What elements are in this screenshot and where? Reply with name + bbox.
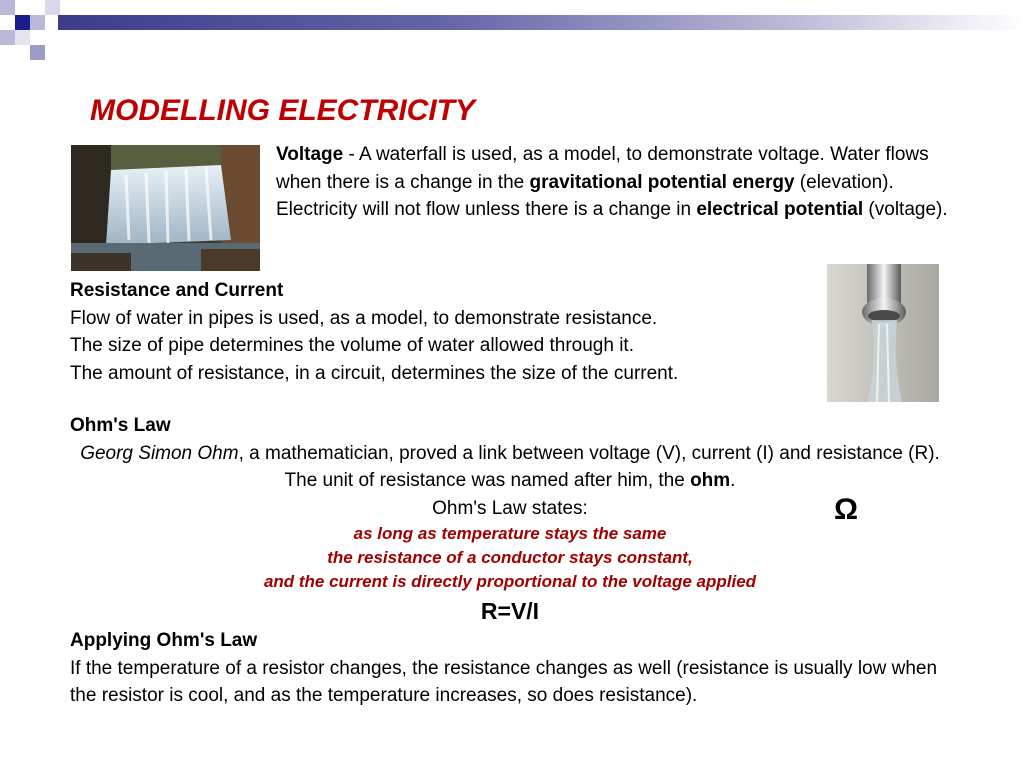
ohm-rule-line: and the current is directly proportional to the voltage applied — [263, 572, 757, 591]
decor-square — [45, 0, 60, 15]
ohms-law-heading: Ohm's Law — [70, 415, 171, 436]
applying-heading: Applying Ohm's Law — [70, 630, 258, 651]
voltage-text: (elevation). Electricity will not flow unless there is a change in — [276, 171, 894, 220]
resistance-line: The amount of resistance, in a circuit, determines the size of the current. — [70, 362, 679, 384]
omega-symbol-icon: Ω — [834, 493, 859, 526]
decor-square — [0, 30, 15, 45]
voltage-text: - A waterfall is used, as a model, to demonstrate voltage. Water flows when there is a change in the — [276, 144, 929, 193]
water-tap-photo — [827, 264, 939, 402]
ohm-rule-line: as long as temperature stays the same — [353, 524, 667, 543]
slide-title: MODELLING ELECTRICITY — [90, 94, 475, 127]
decor-square — [15, 30, 30, 45]
voltage-term: Voltage — [276, 144, 344, 165]
resistance-line: The size of pipe determines the volume of water allowed through it. — [70, 335, 634, 356]
resistance-heading: Resistance and Current — [70, 280, 284, 301]
ohm-text: . — [730, 470, 736, 491]
resistance-line: Flow of water in pipes is used, as a model, to demonstrate resistance. — [70, 307, 658, 329]
waterfall-photo — [71, 145, 260, 271]
ohm-text: , a mathematician, proved a link between voltage (V), current (I) and resistance (R). The unit of resistance was named after him, the — [238, 442, 940, 491]
ohms-law-section — [70, 412, 950, 628]
voltage-paragraph — [276, 141, 966, 224]
applying-text: If the temperature of a resistor changes, the resistance changes as well (resistance is usually low when the resistor is cool, and as the temperature increases, so does resistance). — [70, 657, 938, 706]
ohm-formula: R=V/I — [480, 598, 540, 624]
decor-square — [30, 45, 45, 60]
resistance-section — [70, 277, 830, 387]
voltage-text: (voltage). — [863, 199, 948, 220]
decor-square — [0, 0, 15, 15]
decor-square — [15, 15, 30, 30]
gravitational-term: gravitational potential energy — [529, 171, 795, 193]
ohms-law-description — [70, 440, 950, 495]
ohm-unit: ohm — [690, 470, 731, 491]
electrical-potential-term: electrical potential — [696, 199, 864, 220]
decor-square — [30, 15, 45, 30]
applying-section — [70, 627, 950, 710]
ohm-rule-line: the resistance of a conductor stays constant, — [327, 548, 693, 567]
header-gradient-bar — [58, 15, 1024, 30]
ohm-name: Georg Simon Ohm — [80, 442, 239, 464]
ohms-law-states: Ohm's Law states: — [432, 497, 588, 519]
